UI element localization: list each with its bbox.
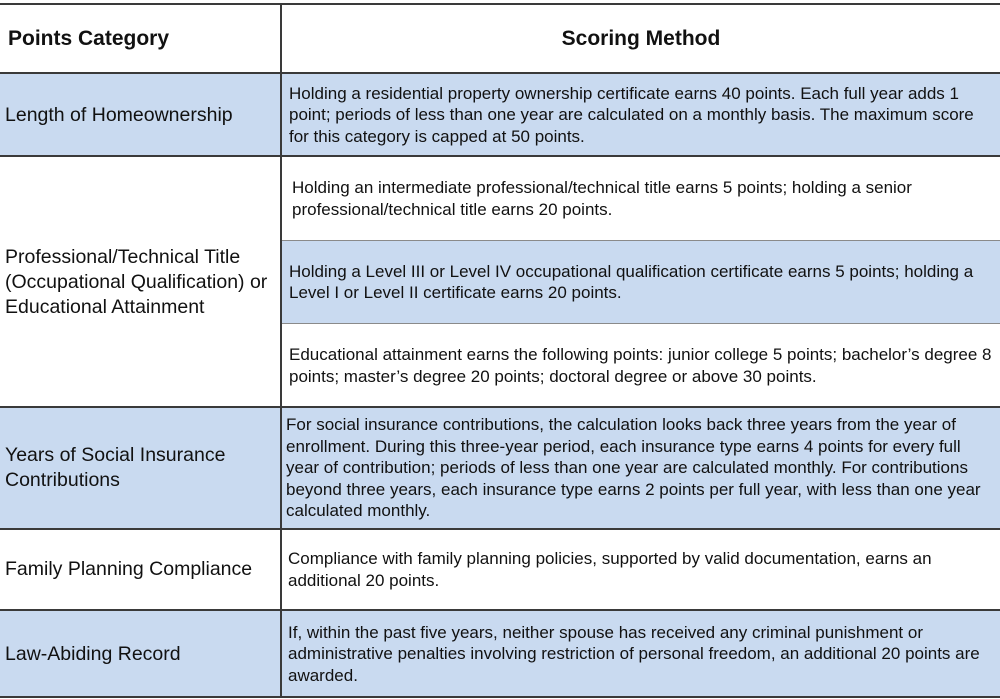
category-cell	[0, 74, 281, 156]
method-cell	[282, 408, 1000, 528]
method-text: For social insurance contributions, the calculation looks back three years from the year of enrollment. During this three-year period, each insurance type earns 4 points for every full year of contribution; periods of less than one year are calculated monthly. For contributions beyond three years, each insurance type earns 2 points per full year, with less than one year calculated monthly.	[286, 415, 981, 521]
table-border-bottom	[0, 696, 1000, 698]
header-category	[0, 4, 281, 73]
category-cell	[0, 611, 281, 697]
method-cell	[282, 530, 1000, 609]
method-cell	[282, 241, 1000, 323]
method-text: Holding a Level III or Level IV occupational qualification certificate earns 5 points; holding a Level I or Level II certificate earns 20 points.	[289, 261, 974, 302]
table-border-top	[0, 3, 1000, 5]
header-category-label: Points Category	[8, 26, 170, 50]
method-text: Holding an intermediate professional/technical title earns 5 points; holding a senior professional/technical title earns 20 points.	[292, 178, 912, 219]
method-text: Compliance with family planning policies, supported by valid documentation, earns an additional 20 points.	[288, 549, 932, 590]
method-text: If, within the past five years, neither spouse has received any criminal punishment or administrative penalties involving restriction of personal freedom, an additional 20 points are awarded.	[288, 622, 980, 685]
method-cell	[282, 157, 1000, 240]
method-cell	[282, 74, 1000, 156]
category-label: Length of Homeownership	[5, 103, 233, 126]
sub-row-divider	[282, 323, 1000, 324]
row-divider	[0, 528, 1000, 530]
category-label: Professional/Technical Title (Occupational Qualification) or Educational Attainment	[5, 245, 268, 318]
method-text: Holding a residential property ownership certificate earns 40 points. Each full year adds 1 point; periods of less than one year are calculated on a monthly basis. The maximum score for this category is capped at 50 points.	[289, 83, 974, 146]
method-cell	[282, 611, 1000, 697]
header-method	[282, 4, 1000, 73]
category-cell	[0, 530, 281, 609]
category-label: Years of Social Insurance Contributions	[5, 444, 226, 491]
row-divider	[0, 72, 1000, 74]
category-cell	[0, 408, 281, 528]
method-cell	[282, 324, 1000, 407]
row-divider	[0, 609, 1000, 611]
column-divider	[280, 3, 282, 698]
method-text: Educational attainment earns the following points: junior college 5 points; bachelor’s degree 8 points; master’s degree 20 points; doctoral degree or above 30 points.	[289, 345, 992, 386]
row-divider	[0, 155, 1000, 157]
header-method-label: Scoring Method	[561, 26, 721, 50]
category-label: Law-Abiding Record	[5, 642, 181, 665]
category-cell	[0, 157, 281, 407]
category-label: Family Planning Compliance	[5, 558, 253, 580]
sub-row-divider	[282, 240, 1000, 241]
row-divider	[0, 406, 1000, 408]
